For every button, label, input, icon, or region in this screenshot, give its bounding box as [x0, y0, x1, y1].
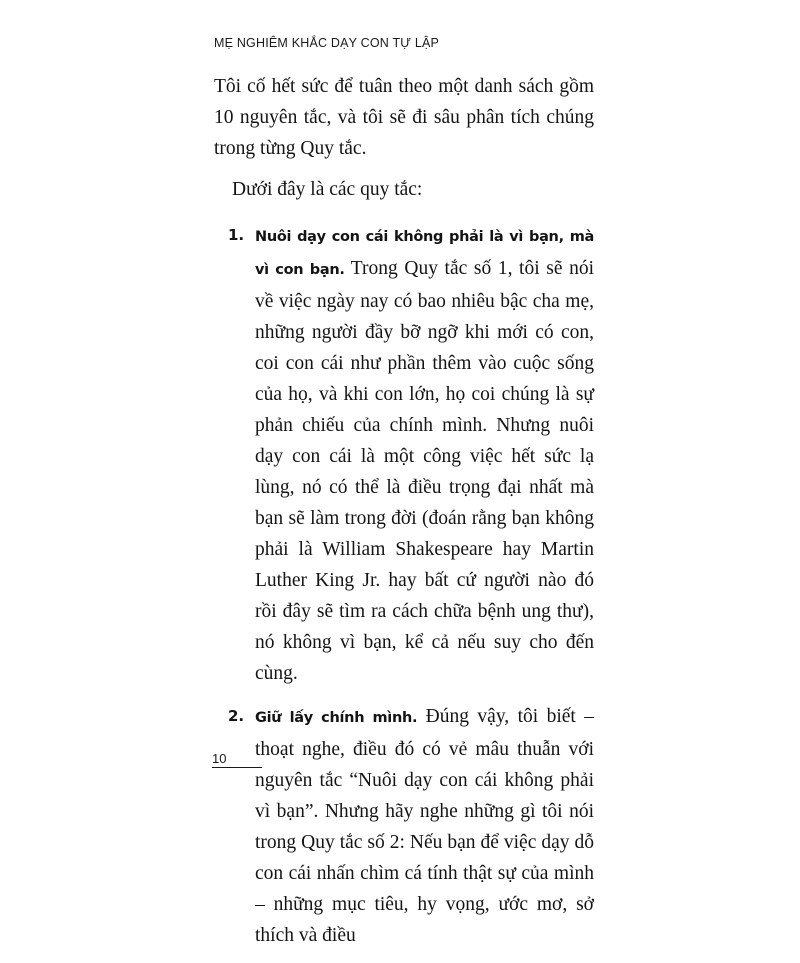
- rule-text: Đúng vậy, tôi biết – thoạt nghe, điều đó có vẻ mâu thuẫn với nguyên tắc “Nuôi dạy con cái không phải vì bạn”. Nhưng hãy nghe những gì tôi nói trong Quy tắc số 2: Nếu bạn để việc dạy dỗ con cái nhấn chìm cá tính thật sự của mình – những mục tiêu, hy vọng, ước mơ, sở thích và điều: [255, 706, 595, 946]
- page-number: 10: [212, 751, 227, 766]
- running-header: MẸ NGHIÊM KHẮC DẠY CON TỰ LẬP: [214, 36, 440, 50]
- intro-paragraph: Tôi cố hết sức để tuân theo một danh sách gồm 10 nguyên tắc, và tôi sẽ đi sâu phân tích chúng trong từng Quy tắc.: [214, 76, 594, 159]
- rule-number: 2.: [228, 707, 245, 725]
- rules-intro: Dưới đây là các quy tắc:: [232, 179, 423, 200]
- rule-item: [214, 701, 594, 951]
- page-body: [214, 71, 594, 963]
- rule-item: [214, 220, 594, 689]
- rules-list: [214, 220, 594, 951]
- rule-title: Nuôi dạy con cái không phải là vì bạn, mà vì con bạn.: [255, 229, 594, 278]
- page-number-rule: [212, 767, 262, 768]
- rule-title: Giữ lấy chính mình.: [255, 710, 418, 726]
- rule-number: 1.: [228, 226, 245, 244]
- rule-text: Trong Quy tắc số 1, tôi sẽ nói về việc ngày nay có bao nhiêu bậc cha mẹ, những người đầy bỡ ngỡ khi mới có con, coi con cái như phần thêm vào cuộc sống của họ, và khi con lớn, họ coi chúng là sự phản chiếu của chính mình. Nhưng nuôi dạy con cái là một công việc hết sức lạ lùng, nó có thể là điều trọng đại nhất mà bạn sẽ làm trong đời (đoán rằng bạn không phải là William Shakespeare hay Martin Luther King Jr. hay bất cứ người nào đó rồi đây sẽ tìm ra cách chữa bệnh ung thư), nó không vì bạn, kể cả nếu suy cho đến cùng.: [255, 258, 594, 684]
